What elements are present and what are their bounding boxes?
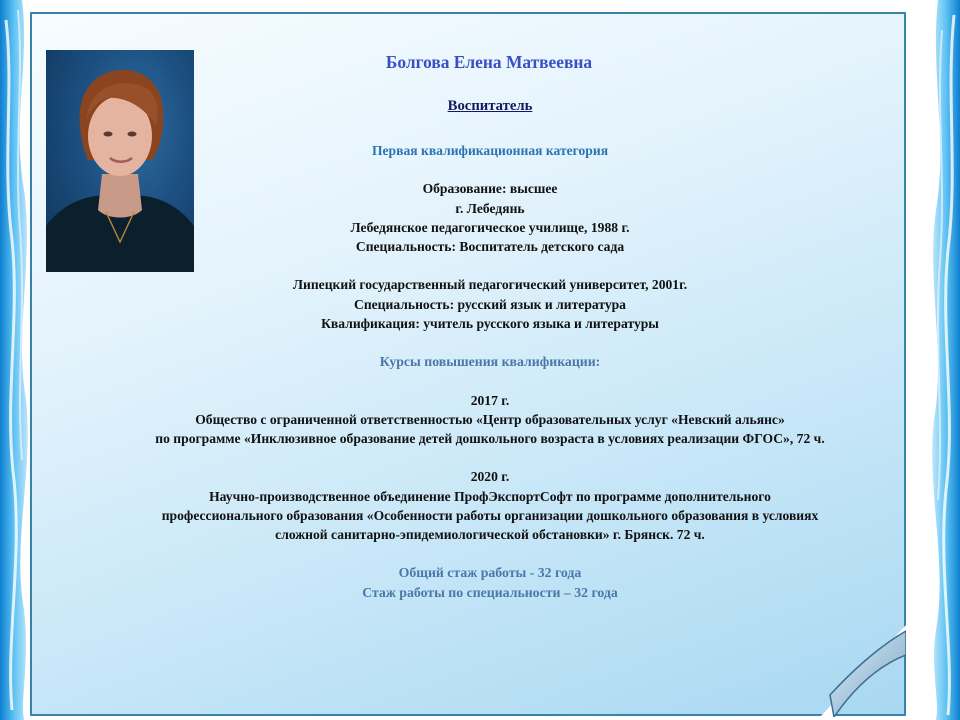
position-title: Воспитатель: [447, 98, 533, 114]
course-2020-year: 2020 г.: [470, 469, 510, 485]
qualification-category: Первая квалификационная категория: [371, 143, 609, 158]
person-name: Болгова Елена Матвеевна: [385, 52, 593, 72]
right-decorative-border: [926, 0, 960, 720]
education-university: Липецкий государственный педагогический университет, 2001г.: [292, 277, 688, 293]
course-2020-line: Научно-производственное объединение ПрофЭкспортСофт по программе дополнительного: [209, 488, 771, 504]
profile-info: [70, 52, 910, 602]
qualification: Квалификация: учитель русского языка и литературы: [321, 315, 659, 331]
course-2017-line: по программе «Инклюзивное образование детей дошкольного возраста в условиях реализации ФГОС», 72 ч.: [155, 430, 825, 446]
page-curl: [820, 625, 906, 717]
course-2020-line: сложной санитарно-эпидемиологической обстановки» г. Брянск. 72 ч.: [275, 526, 705, 542]
course-2017-line: Общество с ограниченной ответственностью «Центр образовательных услуг «Невский альянс»: [195, 411, 785, 427]
college-specialty: Специальность: Воспитатель детского сада: [355, 239, 625, 254]
course-2017-year: 2017 г.: [470, 392, 510, 408]
university-specialty: Специальность: русский язык и литература: [354, 296, 626, 312]
education-college: Лебедянское педагогическое училище, 1988 г.: [350, 219, 630, 235]
course-2020-line: профессионального образования «Особенности работы организации дошкольного образования в условиях: [161, 507, 819, 523]
specialty-experience: Стаж работы по специальности – 32 года: [362, 584, 618, 600]
total-experience: Общий стаж работы - 32 года: [398, 565, 582, 581]
courses-heading: Курсы повышения квалификации:: [379, 354, 601, 370]
education-city: г. Лебедянь: [455, 200, 525, 216]
education-level: Образование: высшее: [422, 181, 558, 197]
left-decorative-border: [0, 0, 34, 720]
